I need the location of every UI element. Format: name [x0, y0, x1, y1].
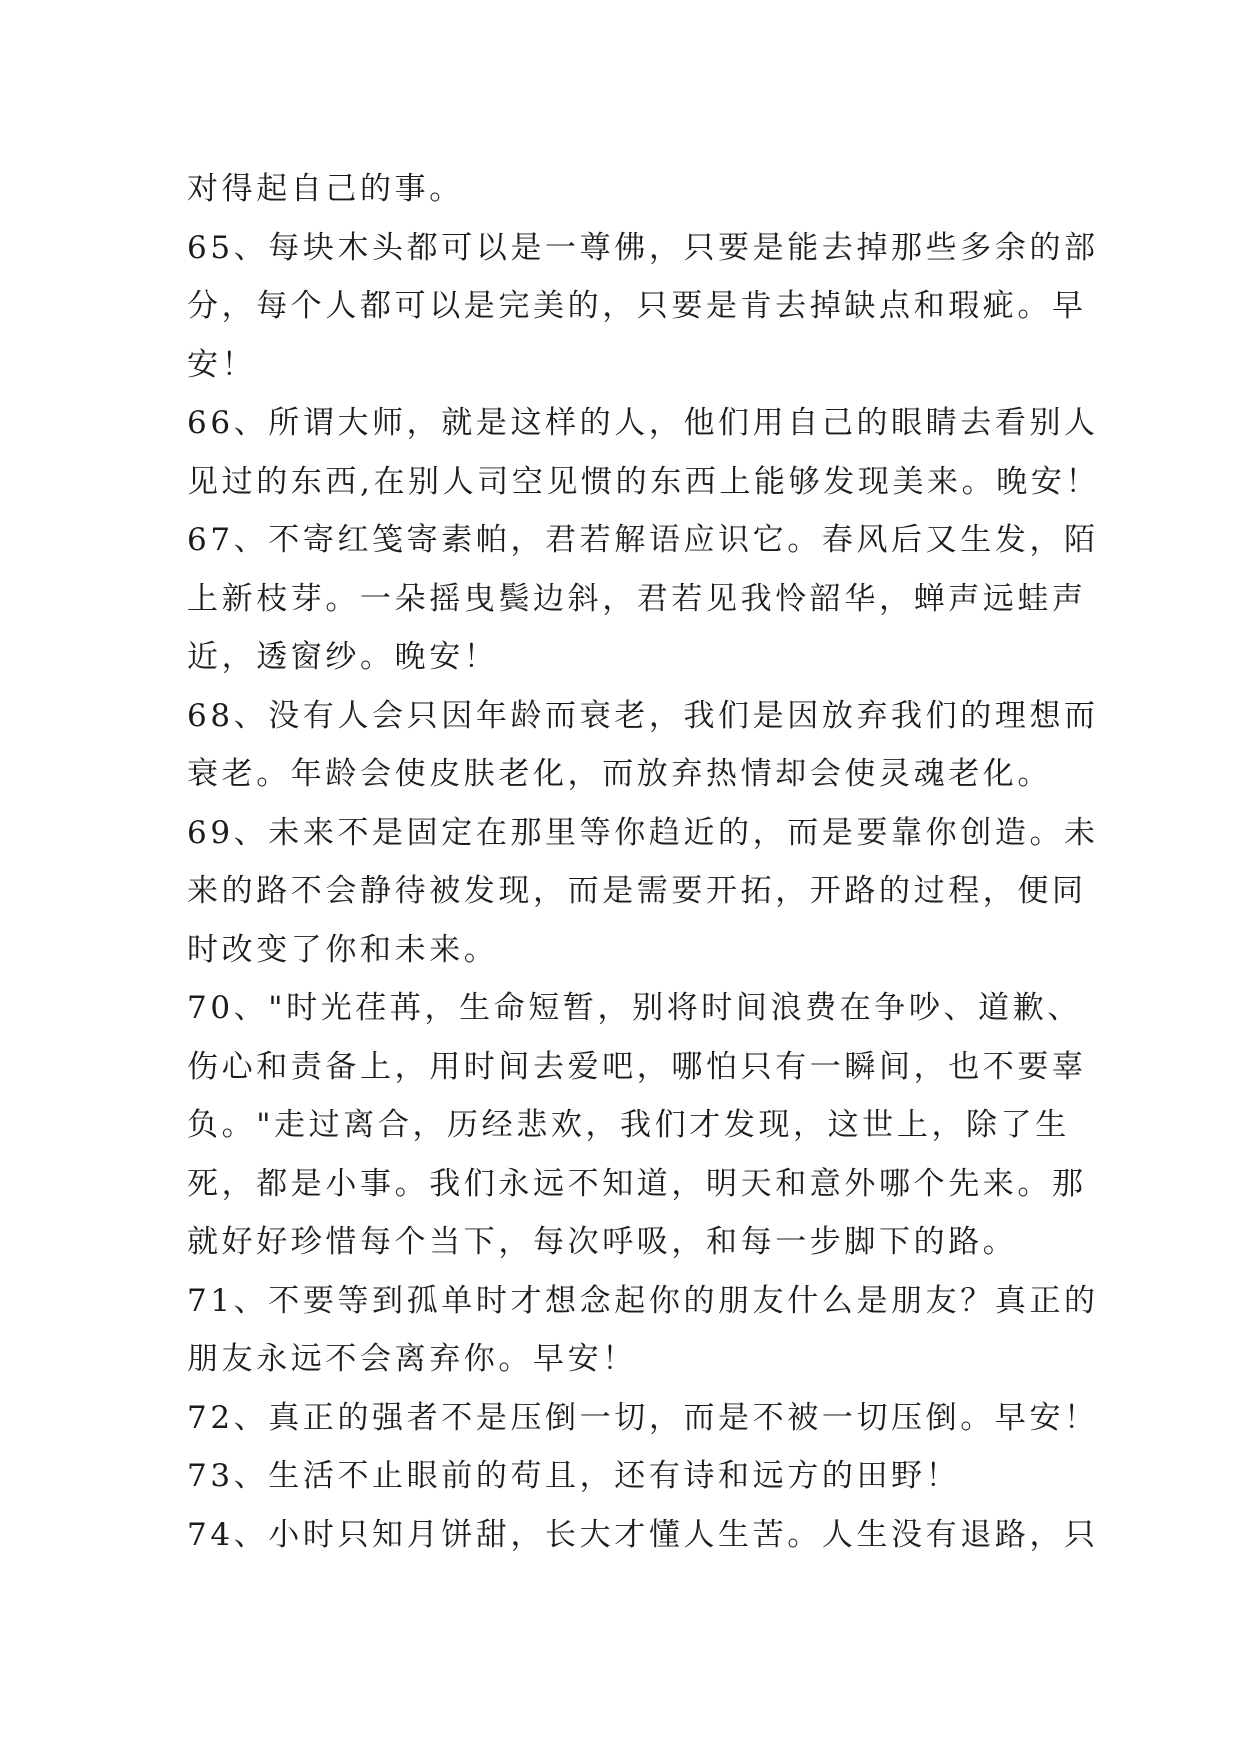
text-line: 72、真正的强者不是压倒一切，而是不被一切压倒。早安！	[187, 1399, 1099, 1436]
text-line: 衰老。年龄会使皮肤老化，而放弃热情却会使灵魂老化。	[187, 756, 1052, 792]
text-line: 安！	[187, 346, 257, 383]
text-line: 死，都是小事。我们永远不知道，明天和意外哪个先来。那	[187, 1165, 1087, 1202]
text-line: 就好好珍惜每个当下，每次呼吸，和每一步脚下的路。	[187, 1224, 1018, 1260]
text-line: 73、生活不止眼前的苟且，还有诗和远方的田野！	[187, 1458, 961, 1494]
document-body	[187, 160, 1101, 1564]
text-line: 上新枝芽。一朵摇曳鬓边斜，君若见我怜韶华，蝉声远蛙声	[187, 580, 1087, 617]
text-line: 68、没有人会只因年龄而衰老，我们是因放弃我们的理想而	[187, 697, 1099, 734]
text-line: 对得起自己的事。	[187, 171, 464, 207]
text-line: 70、"时光荏苒，生命短暂，别将时间浪费在争吵、道歉、	[187, 990, 1082, 1026]
text-line: 66、所谓大师，就是这样的人，他们用自己的眼睛去看别人	[187, 405, 1099, 441]
text-line: 71、不要等到孤单时才想念起你的朋友什么是朋友？真正的	[187, 1282, 1099, 1319]
text-line: 74、小时只知月饼甜，长大才懂人生苦。人生没有退路，只	[187, 1516, 1099, 1553]
text-line: 近，透窗纱。晚安！	[187, 639, 499, 675]
text-line: 来的路不会静待被发现，而是需要开拓，开路的过程，便同	[187, 873, 1087, 909]
text-line: 69、未来不是固定在那里等你趋近的，而是要靠你创造。未	[187, 814, 1099, 851]
text-line: 65、每块木头都可以是一尊佛，只要是能去掉那些多余的部	[187, 229, 1099, 266]
text-line: 负。"走过离合，历经悲欢，我们才发现，这世上，除了生	[187, 1107, 1070, 1143]
text-line: 67、不寄红笺寄素帕，君若解语应识它。春风后又生发，陌	[187, 522, 1099, 558]
text-line: 朋友永远不会离弃你。早安！	[187, 1341, 637, 1377]
text-line: 伤心和责备上，用时间去爱吧，哪怕只有一瞬间，也不要辜	[187, 1048, 1087, 1085]
text-line: 时改变了你和未来。	[187, 931, 499, 968]
text-line: 见过的东西,在别人司空见惯的东西上能够发现美来。晚安！	[187, 463, 1101, 500]
text-line: 分，每个人都可以是完美的，只要是肯去掉缺点和瑕疵。早	[187, 288, 1087, 324]
